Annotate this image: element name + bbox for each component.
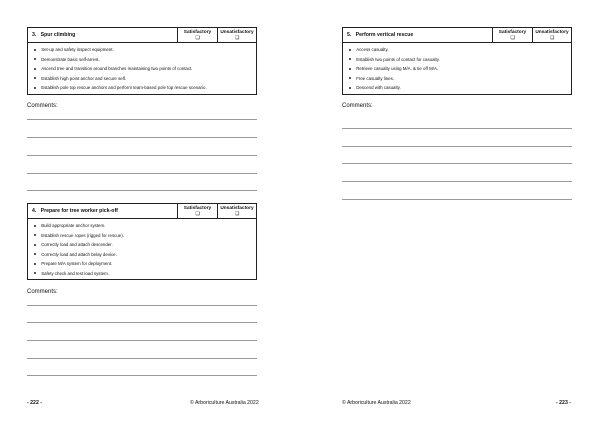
checklist-spur-climbing: [27, 27, 257, 95]
comment-line[interactable]: [342, 146, 572, 147]
page-223: [300, 0, 600, 424]
list-item: Establish high point anchor and secure self.: [32, 74, 256, 84]
checklist-items: [343, 43, 571, 94]
checklist-header: [28, 204, 256, 219]
list-item: Demonstrate basic self-arrest.: [32, 55, 256, 65]
checklist-title: 3. Spur climbing: [28, 28, 178, 42]
bullet-icon: [34, 87, 36, 89]
checklist-tree-worker-pick-off: [27, 203, 257, 280]
list-item: Prepare M/A system for deployment.: [32, 259, 256, 269]
bullet-icon: [34, 68, 36, 70]
comment-line[interactable]: [342, 199, 572, 200]
list-item: Retrieve casualty using M/A. & tie off M/A.: [347, 64, 571, 74]
page-number: - 222 -: [27, 400, 42, 406]
list-item: Safety check and test load system.: [32, 269, 256, 279]
checklist-header: [28, 28, 256, 43]
satisfactory-column: [493, 28, 532, 42]
unsatisfactory-column: [532, 28, 571, 42]
unsatisfactory-checkbox[interactable]: ❏: [234, 35, 240, 41]
list-item: Establish two points of contact for casualty.: [347, 55, 571, 65]
list-item: Descend with casualty.: [347, 83, 571, 93]
comment-line[interactable]: [27, 137, 257, 138]
bullet-icon: [34, 58, 36, 60]
comment-line[interactable]: [27, 375, 257, 376]
checklist-items: [28, 43, 256, 94]
unsatisfactory-column: [217, 28, 256, 42]
satisfactory-checkbox[interactable]: ❏: [195, 211, 200, 217]
comment-line[interactable]: [27, 155, 257, 156]
list-item: Access casualty.: [347, 45, 571, 55]
satisfactory-checkbox[interactable]: ❏: [195, 35, 200, 41]
list-item: Establish rescue ropes (rigged for rescue).: [32, 231, 256, 241]
satisfactory-label: Satisfactory: [498, 30, 527, 35]
list-item: Ascend tree and transition around branches maintaining two points of contact.: [32, 64, 256, 74]
checklist-items: [28, 219, 256, 279]
list-item: Correctly load and attach descender.: [32, 240, 256, 250]
unsatisfactory-checkbox[interactable]: ❏: [549, 35, 555, 41]
bullet-icon: [349, 87, 351, 89]
bullet-icon: [34, 49, 36, 51]
list-item: Free casualty lines.: [347, 74, 571, 84]
comment-line[interactable]: [27, 305, 257, 306]
satisfactory-checkbox[interactable]: ❏: [510, 35, 515, 41]
unsatisfactory-label: Unsatisfactory: [535, 30, 569, 35]
comment-line[interactable]: [27, 358, 257, 359]
satisfactory-column: [178, 204, 217, 218]
comments-label: Comments:: [27, 289, 58, 295]
comment-line[interactable]: [27, 190, 257, 191]
bullet-icon: [349, 68, 351, 70]
checklist-vertical-rescue: [342, 27, 572, 95]
bullet-icon: [349, 49, 351, 51]
unsatisfactory-checkbox[interactable]: ❏: [234, 211, 240, 217]
satisfactory-label: Satisfactory: [183, 206, 212, 211]
checklist-header: [343, 28, 571, 43]
comments-label: Comments:: [342, 103, 373, 109]
comment-line[interactable]: [27, 340, 257, 341]
unsatisfactory-label: Unsatisfactory: [220, 30, 254, 35]
bullet-icon: [349, 77, 351, 79]
bullet-icon: [34, 77, 36, 79]
bullet-icon: [34, 244, 36, 246]
comments-label: Comments:: [27, 103, 58, 109]
checklist-title: 4. Prepare for tree worker pick-off: [28, 204, 178, 218]
satisfactory-column: [178, 28, 217, 42]
unsatisfactory-column: [217, 204, 256, 218]
bullet-icon: [349, 58, 351, 60]
footer-copyright: © Arboriculture Australia 2022: [190, 400, 259, 406]
list-item: Establish pole top rescue anchors and perform team-based pole top rescue scenario.: [32, 83, 256, 93]
comment-line[interactable]: [27, 119, 257, 120]
comment-line[interactable]: [27, 322, 257, 323]
bullet-icon: [34, 253, 36, 255]
bullet-icon: [34, 234, 36, 236]
checklist-title: 5. Perform vertical rescue: [343, 28, 493, 42]
list-item: Correctly load and attach belay device.: [32, 250, 256, 260]
comment-line[interactable]: [342, 163, 572, 164]
list-item: Set-up and safety inspect equipment.: [32, 45, 256, 55]
bullet-icon: [34, 225, 36, 227]
bullet-icon: [34, 263, 36, 265]
list-item: Build appropriate anchor system.: [32, 221, 256, 231]
satisfactory-label: Satisfactory: [183, 30, 212, 35]
comment-line[interactable]: [342, 181, 572, 182]
page-number: - 223 -: [556, 400, 571, 406]
comment-line[interactable]: [342, 128, 572, 129]
bullet-icon: [34, 272, 36, 274]
comment-line[interactable]: [27, 173, 257, 174]
footer-copyright: © Arboriculture Australia 2022: [342, 400, 411, 406]
unsatisfactory-label: Unsatisfactory: [220, 206, 254, 211]
